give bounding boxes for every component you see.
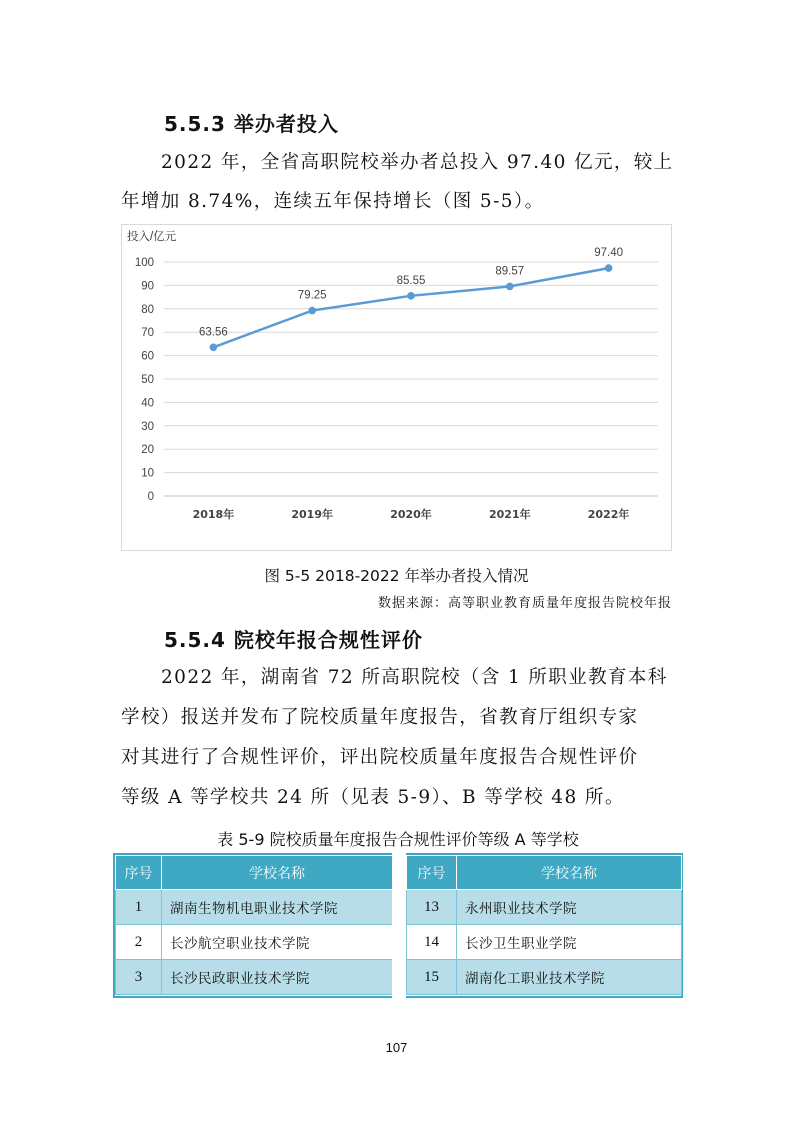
- x-tick-label: 2022年: [587, 508, 630, 521]
- y-tick-label: 90: [141, 280, 154, 293]
- y-tick-label: 30: [141, 420, 154, 433]
- section-heading-553: 5.5.3 举办者投入: [164, 112, 339, 136]
- table-left: [115, 855, 393, 995]
- school-name: 长沙民政职业技术学院: [162, 960, 393, 995]
- table-row: [116, 960, 393, 995]
- x-tick-label: 2020年: [390, 508, 432, 521]
- data-label: 79.25: [297, 289, 327, 302]
- school-name: 长沙航空职业技术学院: [162, 925, 393, 960]
- table-header-index: 序号: [407, 856, 457, 890]
- data-point: [605, 264, 613, 272]
- paragraph-compliance-line1: 2022 年，湖南省 72 所高职院校（含 1 所职业教育本科: [161, 667, 668, 688]
- paragraph-investment-line1: 2022 年，全省高职院校举办者总投入 97.40 亿元，较上: [161, 152, 674, 173]
- row-number: 1: [116, 890, 162, 925]
- row-number: 2: [116, 925, 162, 960]
- data-point: [308, 307, 316, 315]
- chart-ylabel: 投入/亿元: [127, 231, 177, 243]
- figure-caption: 图 5-5 2018-2022 年举办者投入情况: [264, 567, 529, 585]
- table-row: [116, 925, 393, 960]
- table-header-name: 学校名称: [457, 856, 682, 890]
- school-name: 湖南化工职业技术学院: [457, 960, 682, 995]
- y-tick-label: 100: [134, 257, 154, 269]
- data-label: 89.57: [495, 265, 525, 278]
- y-tick-label: 10: [141, 467, 154, 480]
- page-number: 107: [385, 1040, 408, 1055]
- paragraph-compliance-line4: 等级 A 等学校共 24 所（见表 5-9）、B 等学校 48 所。: [121, 787, 625, 808]
- table-row: [116, 890, 393, 925]
- paragraph-compliance-line3: 对其进行了合规性评价，评出院校质量年度报告合规性评价: [121, 747, 639, 768]
- table-divider-gap: [392, 851, 406, 1000]
- data-point: [407, 292, 415, 300]
- table-header-name: 学校名称: [162, 856, 393, 890]
- school-name: 长沙卫生职业学院: [457, 925, 682, 960]
- school-name: 湖南生物机电职业技术学院: [162, 890, 393, 925]
- figure-source: 数据来源：高等职业教育质量年度报告院校年报: [377, 596, 672, 611]
- y-tick-label: 60: [141, 350, 154, 363]
- data-point: [506, 283, 514, 291]
- data-label: 85.55: [396, 274, 426, 287]
- x-tick-label: 2021年: [488, 508, 531, 521]
- table-title: 表 5-9 院校质量年度报告合规性评价等级 A 等学校: [217, 830, 579, 849]
- data-label: 97.40: [594, 247, 623, 260]
- y-tick-label: 50: [141, 374, 154, 386]
- row-number: 13: [407, 890, 457, 925]
- row-number: 3: [116, 960, 162, 995]
- section-heading-554: 5.5.4 院校年报合规性评价: [164, 628, 423, 652]
- paragraph-compliance-line2: 学校）报送并发布了院校质量年度报告，省教育厅组织专家: [121, 707, 639, 728]
- y-tick-label: 80: [141, 303, 154, 316]
- data-label: 63.56: [199, 326, 228, 339]
- row-number: 15: [407, 960, 457, 995]
- school-name: 永州职业技术学院: [457, 890, 682, 925]
- paragraph-investment-line2: 年增加 8.74%，连续五年保持增长（图 5-5）。: [121, 191, 545, 212]
- y-tick-label: 40: [141, 397, 154, 410]
- x-tick-label: 2019年: [291, 508, 334, 521]
- table-row: [407, 960, 682, 995]
- table-row: [407, 890, 682, 925]
- table-row: [407, 925, 682, 960]
- data-point: [210, 343, 218, 351]
- x-tick-label: 2018年: [192, 508, 235, 521]
- row-number: 14: [407, 925, 457, 960]
- y-tick-label: 70: [141, 327, 154, 340]
- y-tick-label: 20: [141, 444, 154, 457]
- y-tick-label: 0: [147, 491, 154, 503]
- table-header-index: 序号: [116, 856, 162, 890]
- investment-line-chart: [121, 224, 672, 551]
- table-right: [406, 855, 682, 995]
